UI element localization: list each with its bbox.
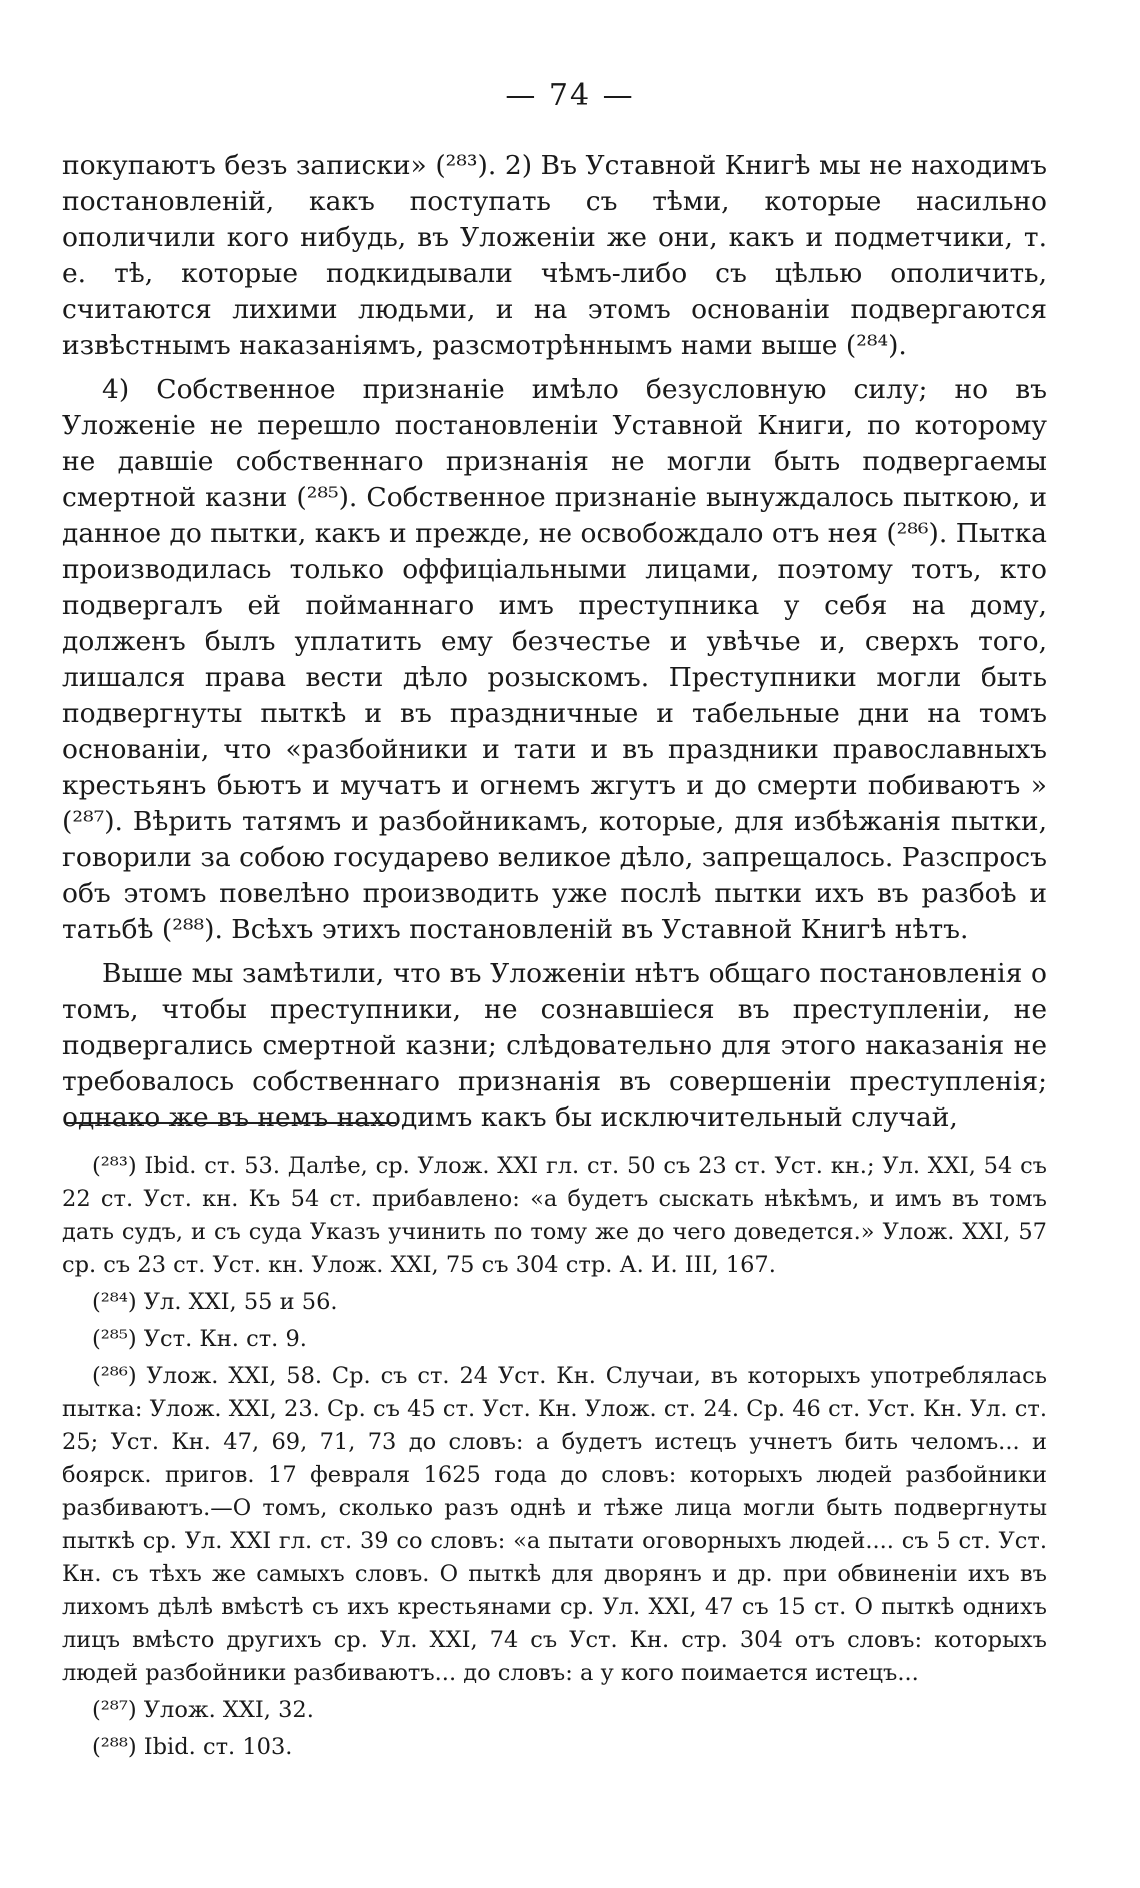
paragraph-3: Выше мы замѣтили, что въ Уложеніи нѣтъ общаго постановленія о томъ, чтобы преступники, не сознавшіеся въ преступленіи, не подвергались смертной казни; слѣдовательно для этого наказанія не требовалось собственнаго признанія въ совершеніи преступленія; однако же въ немъ находимъ какъ бы исключительный случай, — [62, 958, 1047, 1133]
page-number: — 74 — — [505, 78, 635, 113]
paragraph-2: 4) Собственное признаніе имѣло безусловную силу; но въ Уложеніе не перешло постановленіи Уставной Книги, по которому не давшіе собственнаго признанія не могли быть подвергаемы смертной казни (²⁸⁵). Собственное признаніе вынуждалось пыткою, и данное до пытки, какъ и прежде, не освобождало отъ нея (²⁸⁶). Пытка производилась только оффиціальными лицами, поэтому тотъ, кто подвергалъ ей пойманнаго имъ преступника у себя на дому, долженъ былъ уплатить ему безчестье и увѣчье и, сверхъ того, лишался права вести дѣло розыскомъ. Преступники могли быть подвергнуты пыткѣ и въ праздничные и табельные дни на томъ основаніи, что «разбойники и тати и въ праздники православныхъ крестьянъ бьютъ и мучатъ и огнемъ жгутъ и до смерти побиваютъ » (²⁸⁷). Вѣрить татямъ и разбойникамъ, которые, для избѣжанія пытки, говорили за собою государево великое дѣло, запрещалось. Разспросъ объ этомъ повелѣно производить уже послѣ пытки ихъ въ разбоѣ и татьбѣ (²⁸⁸). Всѣхъ этихъ постановленій въ Уставной Книгѣ нѣтъ. — [62, 374, 1047, 945]
footnote-286: (²⁸⁶) Улож. XXI, 58. Ср. съ ст. 24 Уст. Кн. Случаи, въ которыхъ употреблялась пытка: Улож. XXI, 23. Ср. съ 45 ст. Уст. Кн. Улож. ст. 24. Ср. 46 ст. Уст. Кн. Ул. ст. 25; Уст. Кн. 47, 69, 71, 73 до словъ: а будетъ истецъ учнетъ бить челомъ... и боярск. пригов. 17 февраля 1625 года до словъ: которыхъ людей разбойники разбиваютъ.—О томъ, сколько разъ однѣ и тѣже лица могли быть подвергнуты пыткѣ ср. Ул. XXI гл. ст. 39 со словъ: «а пытати оговорныхъ людей.... съ 5 ст. Уст. Кн. съ тѣхъ же самыхъ словъ. О пыткѣ для дворянъ и др. при обвиненіи ихъ въ лихомъ дѣлѣ вмѣстѣ съ ихъ крестьянами ср. Ул. XXI, 47 съ 15 ст. О пыткѣ однихъ лицъ вмѣсто другихъ ср. Ул. XXI, 74 съ Уст. Кн. стр. 304 отъ словъ: которыхъ людей разбойники разбиваютъ... до словъ: а у кого поимается истецъ... — [62, 1363, 1047, 1686]
paragraph-1: покупаютъ безъ записки» (²⁸³). 2) Въ Уставной Книгѣ мы не находимъ постановленій, какъ поступать съ тѣми, которые насильно ополичили кого нибудь, въ Уложеніи же они, какъ и подметчики, т. е. тѣ, которые подкидывали чѣмъ-либо съ цѣлью ополичить, считаются лихими людьми, и на этомъ основаніи подвергаются извѣстнымъ наказаніямъ, разсмотрѣннымъ нами выше (²⁸⁴). — [62, 150, 1047, 361]
footnote-285: (²⁸⁵) Уст. Кн. ст. 9. — [92, 1326, 307, 1352]
footnote-separator — [66, 1122, 396, 1124]
footnote-288: (²⁸⁸) Ibid. ст. 103. — [92, 1734, 293, 1760]
main-text — [62, 148, 1047, 1144]
footnote-287: (²⁸⁷) Улож. XXI, 32. — [92, 1697, 314, 1723]
footnote-283: (²⁸³) Ibid. ст. 53. Далѣе, ср. Улож. XXI гл. ст. 50 съ 23 ст. Уст. кн.; Ул. XXI, 54 съ 22 ст. Уст. кн. Къ 54 ст. прибавлено: «а будетъ сыскать нѣкѣмъ, и имъ въ томъ дать судъ, и съ суда Указъ учинить по тому же до чего доведется.» Улож. XXI, 57 ср. съ 23 ст. Уст. кн. Улож. XXI, 75 съ 304 стр. А. И. III, 167. — [62, 1153, 1047, 1278]
footnote-284: (²⁸⁴) Ул. XXI, 55 и 56. — [92, 1289, 338, 1315]
footnotes — [62, 1150, 1047, 1768]
